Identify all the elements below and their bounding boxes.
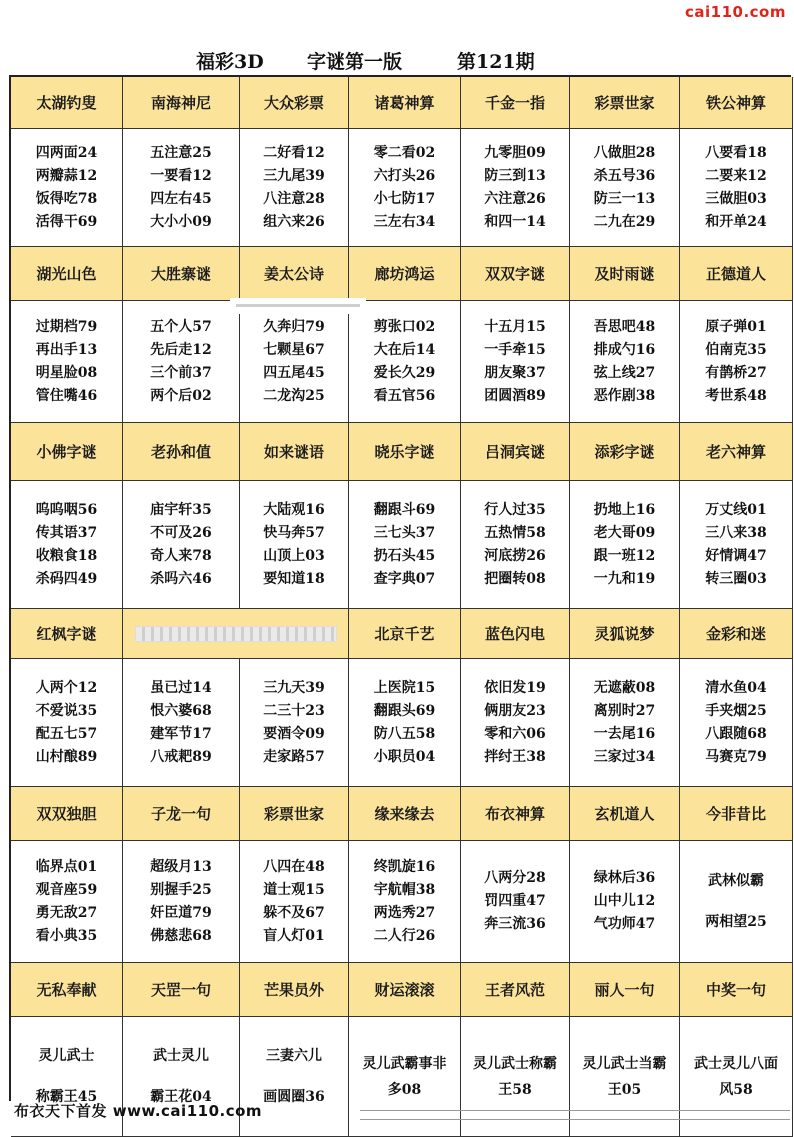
- puzzle-line: 武士灵儿八面: [694, 1055, 778, 1072]
- puzzle-line: 五个人57: [150, 318, 212, 335]
- column-header: 子龙一句: [123, 787, 240, 841]
- puzzle-line: 终凯旋16: [373, 858, 436, 875]
- puzzle-line: 三个前37: [150, 364, 212, 381]
- puzzle-line: 扔石头45: [373, 547, 436, 564]
- puzzle-line: 两瓣蒜12: [35, 167, 98, 184]
- lottery-name: 福彩3D: [196, 51, 264, 73]
- puzzle-line: 六打头26: [373, 167, 436, 184]
- puzzle-line: 明星脸08: [35, 364, 98, 381]
- column-header: 吕洞宾谜: [461, 423, 570, 481]
- puzzle-cell: [461, 841, 570, 963]
- column-header: 湖光山色: [11, 247, 123, 301]
- puzzle-line: 好情调47: [705, 547, 767, 564]
- column-header: 双双字谜: [461, 247, 570, 301]
- column-header: 金彩和迷: [680, 609, 793, 659]
- puzzle-line: 三九尾39: [263, 167, 325, 184]
- column-header: 铁公神算: [680, 77, 793, 129]
- puzzle-line: 一手牵15: [484, 341, 546, 358]
- column-header: 正德道人: [680, 247, 793, 301]
- column-header: 南海神尼: [123, 77, 240, 129]
- column-header: 及时雨谜: [570, 247, 680, 301]
- puzzle-line: 灵儿武士当霸: [582, 1055, 667, 1072]
- puzzle-line: 奔三流36: [484, 916, 546, 932]
- puzzle-line: 三家过34: [593, 748, 656, 765]
- column-header: 诸葛神算: [349, 77, 461, 129]
- puzzle-line: 勇无敌27: [35, 904, 98, 921]
- puzzle-line: 两个后02: [150, 387, 212, 404]
- puzzle-line: 二龙沟25: [263, 387, 325, 404]
- column-header: 北京千艺: [349, 609, 461, 659]
- puzzle-cell: [11, 301, 123, 423]
- puzzle-cell: [123, 659, 240, 787]
- puzzle-cell: [349, 841, 461, 963]
- column-header: 廊坊鸿运: [349, 247, 461, 301]
- puzzle-cell: [11, 659, 123, 787]
- puzzle-line: 饭得吃78: [35, 190, 98, 207]
- column-header: 玄机道人: [570, 787, 680, 841]
- site-watermark: cai110.com: [685, 3, 786, 21]
- puzzle-cell: [123, 129, 240, 247]
- column-header: 灵狐说梦: [570, 609, 680, 659]
- puzzle-line: 五热情58: [484, 524, 546, 541]
- puzzle-line: 山村酿89: [35, 748, 98, 765]
- puzzle-line: 杀吗六46: [150, 570, 212, 587]
- puzzle-line: 山顶上03: [263, 547, 325, 564]
- puzzle-line: 三九天39: [263, 679, 325, 696]
- puzzle-line: 大在后14: [373, 341, 436, 358]
- puzzle-line: 跟一班12: [593, 547, 656, 564]
- puzzle-cell: [461, 301, 570, 423]
- puzzle-line: 恨六婆68: [150, 702, 212, 719]
- puzzle-line: 先后走12: [150, 341, 212, 358]
- puzzle-line: 九零胆09: [484, 144, 546, 161]
- puzzle-line: 活得干69: [35, 213, 98, 230]
- issue-number: 第121期: [457, 51, 535, 73]
- puzzle-line: 盲人灯01: [263, 927, 325, 944]
- puzzle-line: 八做胆28: [593, 144, 656, 161]
- puzzle-line: 虽已过14: [150, 679, 212, 696]
- puzzle-line: 一要看12: [150, 167, 212, 184]
- puzzle-line: 恶作剧38: [593, 387, 656, 404]
- puzzle-line: 看五官56: [373, 387, 436, 404]
- puzzle-cell: [240, 129, 349, 247]
- puzzle-line: 爱长久29: [373, 364, 436, 381]
- puzzle-cell: [570, 841, 680, 963]
- column-header: 红枫字谜: [11, 609, 123, 659]
- column-header: 太湖钓叟: [11, 77, 123, 129]
- puzzle-line: 剪张口02: [373, 318, 436, 335]
- puzzle-line: 传其语37: [35, 524, 98, 541]
- puzzle-line: 马赛克79: [705, 748, 767, 765]
- blurred-text-overlay: [230, 298, 366, 314]
- blurred-header: [135, 626, 337, 642]
- puzzle-line: 拌纣王38: [484, 748, 546, 765]
- puzzle-line: 再出手13: [35, 341, 98, 358]
- puzzle-line: 奇人来78: [150, 547, 212, 564]
- puzzle-cell: [349, 129, 461, 247]
- puzzle-cell: [123, 481, 240, 609]
- puzzle-cell: [123, 841, 240, 963]
- puzzle-line: 超级月13: [150, 858, 212, 875]
- column-header: 老孙和值: [123, 423, 240, 481]
- puzzle-line: 组六来26: [263, 213, 325, 230]
- puzzle-cell: [570, 481, 680, 609]
- puzzle-cell: [570, 301, 680, 423]
- puzzle-line: 人两个12: [35, 679, 98, 696]
- column-header: 天罡一句: [123, 963, 240, 1017]
- puzzle-table: [9, 75, 791, 1105]
- puzzle-line: 灵儿武霸事非: [362, 1055, 447, 1072]
- puzzle-line: 建军节17: [150, 725, 212, 742]
- puzzle-line: 罚四重47: [484, 893, 546, 909]
- puzzle-line: 快马奔57: [263, 524, 325, 541]
- column-header: 布衣神算: [461, 787, 570, 841]
- puzzle-line: 看小典35: [35, 927, 98, 944]
- puzzle-cell: [349, 481, 461, 609]
- column-header: 如来谜语: [240, 423, 349, 481]
- puzzle-line: 称霸王45: [35, 1088, 98, 1105]
- puzzle-line: 杀码四49: [35, 570, 98, 587]
- puzzle-cell: [680, 841, 793, 963]
- column-header: 大众彩票: [240, 77, 349, 129]
- puzzle-line: 二人行26: [373, 927, 436, 944]
- puzzle-line: 不爱说35: [35, 702, 98, 719]
- column-header: 双双独胆: [11, 787, 123, 841]
- puzzle-line: 别握手25: [150, 881, 212, 898]
- puzzle-cell: [461, 129, 570, 247]
- puzzle-line: 呜呜咽56: [35, 501, 98, 518]
- puzzle-line: 久奔归79: [263, 318, 325, 335]
- puzzle-line: 武士灵儿: [153, 1047, 209, 1064]
- puzzle-line: 转三圈03: [705, 570, 767, 587]
- puzzle-line: 无遮蔽08: [593, 679, 656, 696]
- puzzle-line: 翻跟头69: [373, 702, 436, 719]
- puzzle-line: 三七头37: [373, 524, 436, 541]
- puzzle-line: 躲不及67: [263, 904, 325, 921]
- puzzle-line: 四两面24: [35, 144, 98, 161]
- puzzle-line: 把圈转08: [484, 570, 546, 587]
- puzzle-line: 临界点01: [35, 858, 98, 875]
- puzzle-line: 走家路57: [263, 748, 325, 765]
- puzzle-line: 八两分28: [484, 870, 546, 886]
- puzzle-cell: [461, 481, 570, 609]
- puzzle-line: 三做胆03: [705, 190, 767, 207]
- puzzle-line: 画圆圈36: [263, 1088, 325, 1105]
- puzzle-line: 大小小09: [150, 213, 212, 230]
- puzzle-line: 扔地上16: [593, 501, 656, 518]
- puzzle-line: 奸臣道79: [150, 904, 212, 921]
- puzzle-line: 零二看02: [373, 144, 436, 161]
- column-header: 晓乐字谜: [349, 423, 461, 481]
- puzzle-cell: [240, 481, 349, 609]
- column-header: 添彩字谜: [570, 423, 680, 481]
- puzzle-cell: [11, 129, 123, 247]
- column-header: 彩票世家: [570, 77, 680, 129]
- puzzle-line: 武林似霸: [708, 872, 764, 889]
- puzzle-line: 大陆观16: [263, 501, 325, 518]
- column-header: 芒果员外: [240, 963, 349, 1017]
- puzzle-cell: [680, 481, 793, 609]
- puzzle-line: 清水鱼04: [705, 679, 767, 696]
- puzzle-line: 老大哥09: [593, 524, 656, 541]
- puzzle-cell: [240, 301, 349, 423]
- footer-divider: [360, 1110, 790, 1120]
- puzzle-line: 行人过35: [484, 501, 546, 518]
- puzzle-line: 多08: [387, 1081, 422, 1098]
- puzzle-line: 八要看18: [705, 144, 767, 161]
- puzzle-cell: [570, 659, 680, 787]
- column-header: 彩票世家: [240, 787, 349, 841]
- puzzle-line: 伯南克35: [705, 341, 767, 358]
- puzzle-line: 三左右34: [373, 213, 436, 230]
- puzzle-line: 有鹊桥27: [705, 364, 767, 381]
- puzzle-cell: [461, 659, 570, 787]
- puzzle-line: 不可及26: [150, 524, 212, 541]
- puzzle-line: 吾思吧48: [593, 318, 656, 335]
- puzzle-line: 弦上线27: [593, 364, 656, 381]
- puzzle-line: 七颗星67: [263, 341, 325, 358]
- column-header: 老六神算: [680, 423, 793, 481]
- column-header: 蓝色闪电: [461, 609, 570, 659]
- puzzle-line: 管住嘴46: [35, 387, 98, 404]
- column-header: [123, 609, 349, 659]
- puzzle-line: 气功师47: [593, 916, 656, 932]
- puzzle-cell: [680, 301, 793, 423]
- puzzle-line: 三八来38: [705, 524, 767, 541]
- puzzle-line: 和四一14: [484, 213, 546, 230]
- puzzle-cell: [240, 841, 349, 963]
- puzzle-line: 查字典07: [373, 570, 436, 587]
- puzzle-line: 绿林后36: [593, 870, 656, 886]
- puzzle-line: 考世系48: [705, 387, 767, 404]
- puzzle-line: 八注意28: [263, 190, 325, 207]
- footer-watermark: 布衣天下首发 www.cai110.com: [14, 1102, 263, 1120]
- puzzle-line: 防三一13: [593, 190, 656, 207]
- puzzle-line: 风58: [719, 1081, 753, 1098]
- puzzle-line: 佛慈悲68: [150, 927, 212, 944]
- puzzle-line: 四左右45: [150, 190, 212, 207]
- puzzle-line: 要知道18: [263, 570, 325, 587]
- column-header: 缘来缘去: [349, 787, 461, 841]
- puzzle-line: 两相望25: [705, 913, 767, 930]
- puzzle-line: 离别时27: [593, 702, 656, 719]
- puzzle-line: 山中儿12: [593, 893, 656, 909]
- column-header: 今非昔比: [680, 787, 793, 841]
- puzzle-line: 依旧发19: [484, 679, 546, 696]
- puzzle-line: 两选秀27: [373, 904, 436, 921]
- puzzle-line: 防八五58: [373, 725, 436, 742]
- puzzle-line: 排成勺16: [593, 341, 656, 358]
- column-header: 财运滚滚: [349, 963, 461, 1017]
- puzzle-line: 防三到13: [484, 167, 546, 184]
- puzzle-line: 配五七57: [35, 725, 98, 742]
- puzzle-line: 俩朋友23: [484, 702, 546, 719]
- puzzle-line: 团圆酒89: [484, 387, 546, 404]
- edition-name: 字谜第一版: [307, 51, 403, 73]
- puzzle-line: 王58: [498, 1081, 532, 1098]
- puzzle-line: 道士观15: [263, 881, 325, 898]
- column-header: 大胜寨谜: [123, 247, 240, 301]
- puzzle-line: 三妻六儿: [266, 1047, 322, 1064]
- puzzle-line: 上医院15: [373, 679, 436, 696]
- puzzle-line: 八戒耙89: [150, 748, 212, 765]
- page-title: [0, 44, 794, 76]
- puzzle-line: 河底捞26: [484, 547, 546, 564]
- puzzle-cell: [349, 659, 461, 787]
- puzzle-line: 手夹烟25: [705, 702, 767, 719]
- column-header: 无私奉献: [11, 963, 123, 1017]
- column-header: 丽人一句: [570, 963, 680, 1017]
- puzzle-line: 一九和19: [593, 570, 656, 587]
- puzzle-line: 宇航帽38: [373, 881, 436, 898]
- puzzle-cell: [11, 841, 123, 963]
- column-header: 小佛字谜: [11, 423, 123, 481]
- puzzle-line: 王05: [607, 1081, 642, 1098]
- puzzle-line: 霸王花04: [150, 1088, 212, 1105]
- puzzle-line: 二九在29: [593, 213, 656, 230]
- puzzle-line: 灵儿武士: [38, 1047, 95, 1064]
- puzzle-line: 万丈线01: [705, 501, 767, 518]
- puzzle-cell: [570, 129, 680, 247]
- puzzle-line: 过期档79: [35, 318, 98, 335]
- column-header: 千金一指: [461, 77, 570, 129]
- puzzle-line: 八跟随68: [705, 725, 767, 742]
- puzzle-line: 五注意25: [150, 144, 212, 161]
- puzzle-line: 小七防17: [373, 190, 436, 207]
- puzzle-line: 和开单24: [705, 213, 767, 230]
- puzzle-line: 翻跟斗69: [373, 501, 436, 518]
- puzzle-line: 四五尾45: [263, 364, 325, 381]
- puzzle-cell: [349, 301, 461, 423]
- puzzle-line: 杀五号36: [593, 167, 656, 184]
- puzzle-line: 零和六06: [484, 725, 546, 742]
- column-header: 姜太公诗: [240, 247, 349, 301]
- puzzle-line: 六注意26: [484, 190, 546, 207]
- puzzle-line: 小职员04: [373, 748, 436, 765]
- puzzle-line: 八四在48: [263, 858, 325, 875]
- puzzle-line: 朋友聚37: [484, 364, 546, 381]
- puzzle-line: 二好看12: [263, 144, 325, 161]
- puzzle-line: 观音座59: [35, 881, 98, 898]
- puzzle-line: 二三十23: [263, 702, 325, 719]
- puzzle-cell: [680, 659, 793, 787]
- puzzle-cell: [11, 481, 123, 609]
- puzzle-line: 要酒令09: [263, 725, 325, 742]
- column-header: 中奖一句: [680, 963, 793, 1017]
- puzzle-line: 灵儿武士称霸: [473, 1055, 557, 1072]
- puzzle-line: 一去尾16: [593, 725, 656, 742]
- puzzle-line: 二要来12: [705, 167, 767, 184]
- column-header: 王者风范: [461, 963, 570, 1017]
- puzzle-line: 原子弹01: [705, 318, 767, 335]
- puzzle-line: 十五月15: [484, 318, 546, 335]
- puzzle-line: 庙宇轩35: [150, 501, 212, 518]
- puzzle-cell: [240, 659, 349, 787]
- puzzle-cell: [680, 129, 793, 247]
- puzzle-line: 收粮食18: [35, 547, 98, 564]
- puzzle-cell: [123, 301, 240, 423]
